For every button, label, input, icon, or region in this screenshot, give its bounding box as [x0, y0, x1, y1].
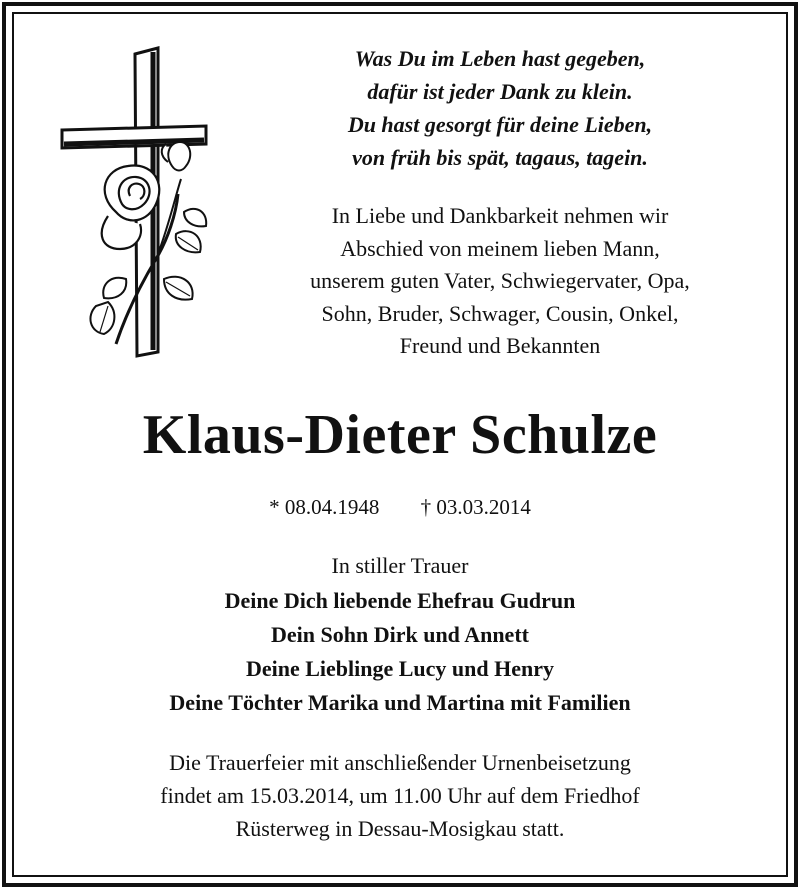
intro-line: Sohn, Bruder, Schwager, Cousin, Onkel,: [321, 300, 679, 326]
life-dates: [0, 492, 800, 522]
mourners-list: [0, 584, 800, 720]
ceremony-line: Die Trauerfeier mit anschließender Urnenbeisetzung: [169, 750, 631, 775]
mourning-intro: In stiller Trauer: [331, 553, 469, 578]
memorial-poem: [260, 42, 740, 174]
intro-line: Freund und Bekannten: [399, 333, 601, 358]
intro-line: In Liebe und Dankbarkeit nehmen wir: [331, 203, 669, 228]
ceremony-line: findet am 15.03.2014, um 11.00 Uhr auf dem Friedhof: [160, 783, 640, 808]
poem-line: von früh bis spät, tagaus, tagein.: [352, 145, 648, 170]
ceremony-line: Rüsterweg in Dessau-Mosigkau statt.: [235, 816, 565, 841]
deceased-name: Klaus-Dieter Schulze: [142, 404, 658, 466]
death-date: † 03.03.2014: [420, 495, 531, 519]
mourner-line: Deine Lieblinge Lucy und Henry: [245, 656, 555, 681]
birth-date: * 08.04.1948: [269, 495, 380, 519]
poem-line: Du hast gesorgt für deine Lieben,: [347, 112, 653, 137]
ceremony-notice: [0, 746, 800, 845]
mourner-line: Deine Töchter Marika und Martina mit Familien: [169, 690, 631, 715]
poem-line: dafür ist jeder Dank zu klein.: [367, 79, 633, 104]
intro-line: unserem guten Vater, Schwiegervater, Opa,: [310, 268, 690, 293]
cross-with-rose-icon: [56, 44, 216, 364]
mourner-line: Deine Dich liebende Ehefrau Gudrun: [224, 588, 576, 613]
farewell-intro: [250, 200, 750, 363]
mourner-line: Dein Sohn Dirk und Annett: [271, 622, 529, 647]
intro-line: Abschied von meinem lieben Mann,: [340, 235, 660, 261]
poem-line: Was Du im Leben hast gegeben,: [354, 46, 646, 71]
